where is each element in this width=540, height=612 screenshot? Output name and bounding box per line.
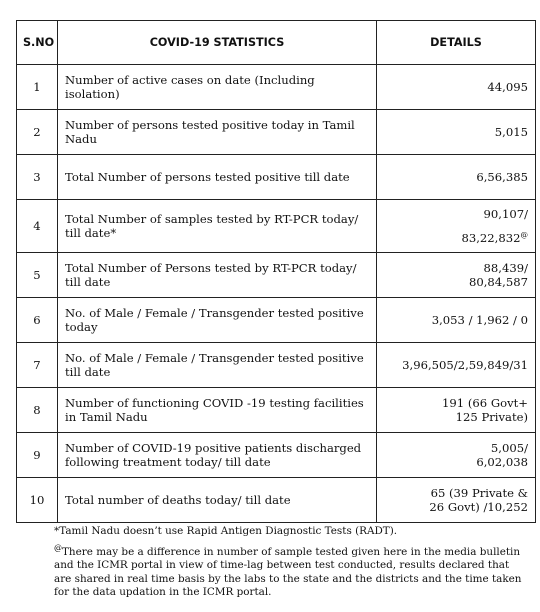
table-row (17, 155, 536, 200)
footnote-at-marker: @ (54, 543, 62, 553)
header-statistics: COVID-19 STATISTICS (58, 21, 377, 65)
at-footnote-marker: @ (520, 230, 528, 240)
row-description: Total Number of persons tested positive till date (58, 155, 377, 200)
row-details (377, 343, 536, 388)
row-number: 2 (17, 110, 58, 155)
row-description: Number of persons tested positive today in Tamil Nadu (58, 110, 377, 155)
row-details (377, 200, 536, 253)
row-details (377, 298, 536, 343)
details-value: 5,015 (494, 125, 528, 139)
row-description: Number of functioning COVID -19 testing facilities in Tamil Nadu (58, 388, 377, 433)
row-number: 5 (17, 253, 58, 298)
details-value: 44,095 (487, 80, 528, 94)
row-details (377, 478, 536, 523)
details-value: 3,053 / 1,962 / 0 (431, 313, 528, 327)
table-row (17, 253, 536, 298)
details-value: 3,96,505/2,59,849/31 (402, 358, 528, 372)
details-value: 26 Govt) /10,252 (429, 500, 528, 514)
covid-statistics-table (16, 20, 536, 523)
header-sno: S.NO (17, 21, 58, 65)
row-description: Number of COVID-19 positive patients discharged following treatment today/ till date (58, 433, 377, 478)
row-number: 3 (17, 155, 58, 200)
row-description: Total Number of Persons tested by RT-PCR today/ till date (58, 253, 377, 298)
row-details (377, 155, 536, 200)
row-details (377, 253, 536, 298)
row-number: 9 (17, 433, 58, 478)
row-number: 4 (17, 200, 58, 253)
row-details (377, 110, 536, 155)
details-value: 88,439/ (483, 261, 528, 275)
table-row (17, 478, 536, 523)
row-description: Total Number of samples tested by RT-PCR today/ till date* (58, 200, 377, 253)
details-value: 125 Private) (455, 410, 528, 424)
row-number: 7 (17, 343, 58, 388)
details-value: 80,84,587 (468, 275, 528, 289)
row-number: 6 (17, 298, 58, 343)
table-row (17, 298, 536, 343)
row-description: No. of Male / Female / Transgender tested positive today (58, 298, 377, 343)
row-number: 8 (17, 388, 58, 433)
footnote-radt: *Tamil Nadu doesn’t use Rapid Antigen Diagnostic Tests (RADT). (54, 525, 398, 537)
row-details (377, 433, 536, 478)
table-row (17, 200, 536, 253)
details-value: 5,005/ (490, 441, 528, 455)
row-details (377, 65, 536, 110)
details-value: 191 (66 Govt+ (442, 396, 528, 410)
details-value: 90,107/ (483, 207, 528, 221)
details-value: 6,02,038 (476, 455, 528, 469)
header-details: DETAILS (377, 21, 536, 65)
row-description: Total number of deaths today/ till date (58, 478, 377, 523)
details-value: 65 (39 Private & (430, 486, 528, 500)
table-header-row (17, 21, 536, 65)
row-number: 10 (17, 478, 58, 523)
row-details (377, 388, 536, 433)
details-value: 83,22,832@ (461, 230, 528, 245)
row-description: Number of active cases on date (Including isolation) (58, 65, 377, 110)
details-value: 6,56,385 (476, 170, 528, 184)
table-row (17, 65, 536, 110)
footnote-icmr-text: There may be a difference in number of sample tested given here in the media bulletin and the ICMR portal in view of time-lag between test conducted, results declared that are shared in real time basis by the labs to the state and the districts and the time taken for the data updation in the ICMR portal. (54, 546, 522, 598)
table-row (17, 110, 536, 155)
table-row (17, 388, 536, 433)
table-row (17, 343, 536, 388)
table-row (17, 433, 536, 478)
row-number: 1 (17, 65, 58, 110)
footnote-icmr (54, 543, 524, 599)
row-description: No. of Male / Female / Transgender tested positive till date (58, 343, 377, 388)
